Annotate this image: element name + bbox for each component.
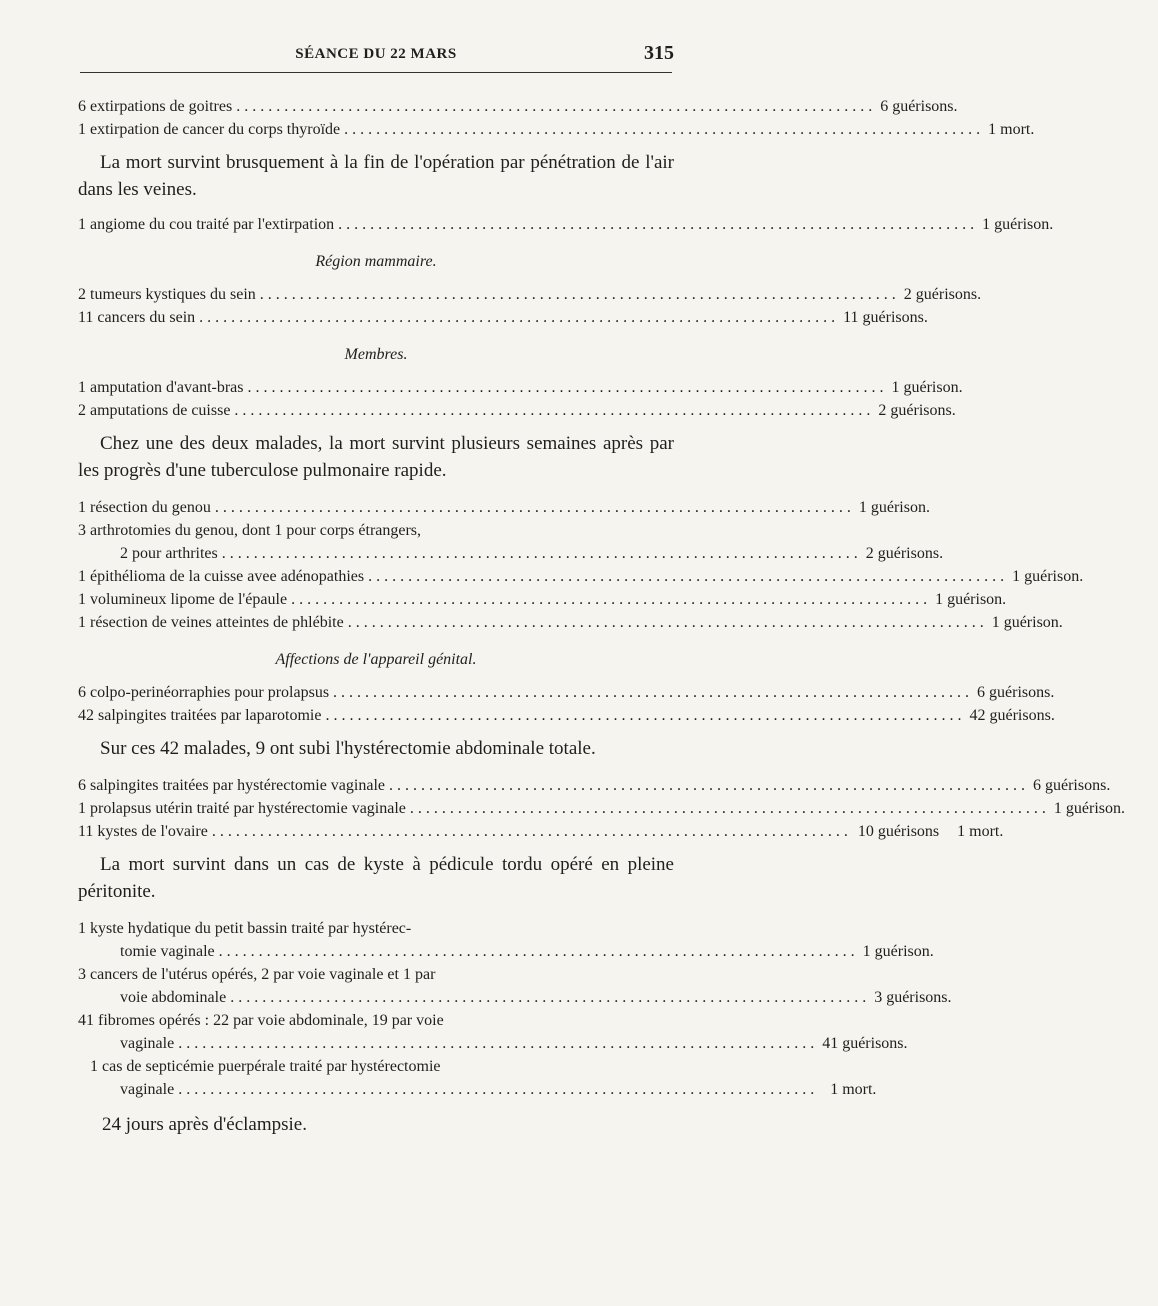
leader-dots: ................................................................................ [199,309,840,326]
entry-line [78,797,1125,820]
entry-result: 41 guérisons. [822,1035,908,1052]
entry-label: 42 salpingites traitées par laparotomie [78,707,322,724]
entry-label: 6 extirpations de goitres [78,98,233,115]
entry-label: 2 pour arthrites [120,545,218,562]
leader-dots: ................................................................................ [389,777,1029,794]
closing-line: 24 jours après d'éclampsie. [102,1114,307,1135]
leader-dots: ................................................................................ [247,379,888,396]
entry-line [78,1078,877,1101]
entry-result: 1 guérison. [862,943,934,960]
entry-result: 1 guérison. [858,499,930,516]
entry-line [78,376,963,399]
entry-result: 42 guérisons. [969,707,1055,724]
entry-label: 1 prolapsus utérin traité par hystérectomie vaginale [78,800,406,817]
entry-result: 1 guérison. [935,591,1007,608]
leader-dots: ................................................................................ [333,684,974,701]
leader-dots: ................................................................................ [230,989,871,1006]
entry-label: 3 cancers de l'utérus opérés, 2 par voie vaginale et 1 par [78,966,436,983]
leader-dots: ................................................................................ [211,823,852,840]
entry-result: 2 guérisons. [903,286,982,303]
entry-result: 1 mort. [957,823,1004,840]
entry-line [78,213,1054,236]
entry-result: 1 guérison. [991,614,1063,631]
entry-line [78,774,1111,797]
page-content [78,95,1125,1138]
entry-line [78,940,934,963]
entry-label: 1 volumineux lipome de l'épaule [78,591,288,608]
section-heading: Affections de l'appareil génital. [275,651,477,668]
leader-dots: ................................................................................ [291,591,932,608]
section-heading: Région mammaire. [315,253,437,270]
entry-line [78,118,1035,141]
entry-result: 1 mort. [988,121,1035,138]
leader-dots: ................................................................................ [409,800,1050,817]
entry-label: 1 kyste hydatique du petit bassin traité par hystérec- [78,920,412,937]
entry-label: 11 cancers du sein [78,309,196,326]
entry-line [78,681,1055,704]
entry-label: 41 fibromes opérés : 22 par voie abdominale, 19 par voie [78,1012,444,1029]
entry-label: 1 angiome du cou traité par l'extirpation [78,216,335,233]
entry-line [78,986,952,1009]
entry-line [78,963,674,986]
entry-label: 2 tumeurs kystiques du sein [78,286,256,303]
entry-result: 1 mort. [830,1081,877,1098]
entry-result: 6 guérisons. [977,684,1055,701]
paragraph: Chez une des deux malades, la mort survint plusieurs semaines après par les progrès d'une tuberculose pulmonaire rapide. [78,433,674,481]
entry-middle-result: 10 guérisons [857,823,940,840]
entry-line [78,565,1084,588]
leader-dots: ................................................................................ [259,286,900,303]
entry-line [78,820,1004,843]
entry-label: voie abdominale [120,989,227,1006]
leader-dots: ................................................................................ [368,568,1009,585]
entry-label: 3 arthrotomies du genou, dont 1 pour corps étrangers, [78,522,422,539]
entry-line [78,588,1007,611]
entry-result: 1 guérison. [1012,568,1084,585]
leader-dots: ................................................................................ [325,707,966,724]
entry-line [78,519,674,542]
entry-label: 2 amputations de cuisse [78,402,231,419]
entry-label: 1 résection du genou [78,499,211,516]
entry-result: 2 guérisons. [865,545,944,562]
leader-dots: ................................................................................ [218,943,859,960]
leader-dots: ................................................................................ [338,216,979,233]
entry-label: 1 amputation d'avant-bras [78,379,244,396]
entry-result: 1 guérison. [891,379,963,396]
entry-line [78,704,1055,727]
entry-label: 1 épithélioma de la cuisse avee adénopathies [78,568,365,585]
section-heading: Membres. [344,346,408,363]
entry-result: 3 guérisons. [874,989,952,1006]
leader-dots: ................................................................................ [178,1035,819,1052]
leader-dots: ................................................................................ [347,614,988,631]
entry-result: 11 guérisons. [843,309,928,326]
leader-dots: ................................................................................ [214,499,855,516]
paragraph: Sur ces 42 malades, 9 ont subi l'hystérectomie abdominale totale. [100,738,596,759]
entry-result: 1 guérison. [1053,800,1125,817]
entry-line [78,611,1063,634]
entry-label: 1 résection de veines atteintes de phlébite [78,614,344,631]
page-number: 315 [644,42,674,64]
entry-line [78,1055,674,1078]
entry-label: 6 salpingites traitées par hystérectomie vaginale [78,777,385,794]
entry-line [78,496,930,519]
leader-dots: ................................................................................ [234,402,875,419]
paragraph: La mort survint brusquement à la fin de l'opération par pénétration de l'air dans les veines. [78,152,674,200]
entry-line [78,1032,908,1055]
entry-line [78,1009,674,1032]
leader-dots: ................................................................................ [178,1081,819,1098]
entry-line [78,306,928,329]
entry-line [78,542,944,565]
header-title: SÉANCE DU 22 MARS [295,46,457,62]
header-rule [80,72,672,73]
leader-dots: ................................................................................ [221,545,862,562]
entry-label: 11 kystes de l'ovaire [78,823,208,840]
entry-label: vaginale [120,1081,175,1098]
entry-result: 6 guérisons. [880,98,958,115]
entry-line [78,95,958,118]
leader-dots: ................................................................................ [344,121,985,138]
running-header [78,44,674,68]
entry-label: 1 extirpation de cancer du corps thyroïde [78,121,341,138]
entry-result: 2 guérisons. [878,402,956,419]
entry-label: 6 colpo-perinéorraphies pour prolapsus [78,684,330,701]
entry-result: 1 guérison. [982,216,1054,233]
entry-line [78,283,982,306]
entry-label: tomie vaginale [120,943,215,960]
entry-label: vaginale [120,1035,175,1052]
entry-line [78,399,956,422]
entry-line [78,917,674,940]
entry-label: 1 cas de septicémie puerpérale traité par hystérectomie [90,1058,441,1075]
entry-result: 6 guérisons. [1033,777,1111,794]
paragraph: La mort survint dans un cas de kyste à pédicule tordu opéré en pleine péritonite. [78,854,674,902]
leader-dots: ................................................................................ [236,98,877,115]
